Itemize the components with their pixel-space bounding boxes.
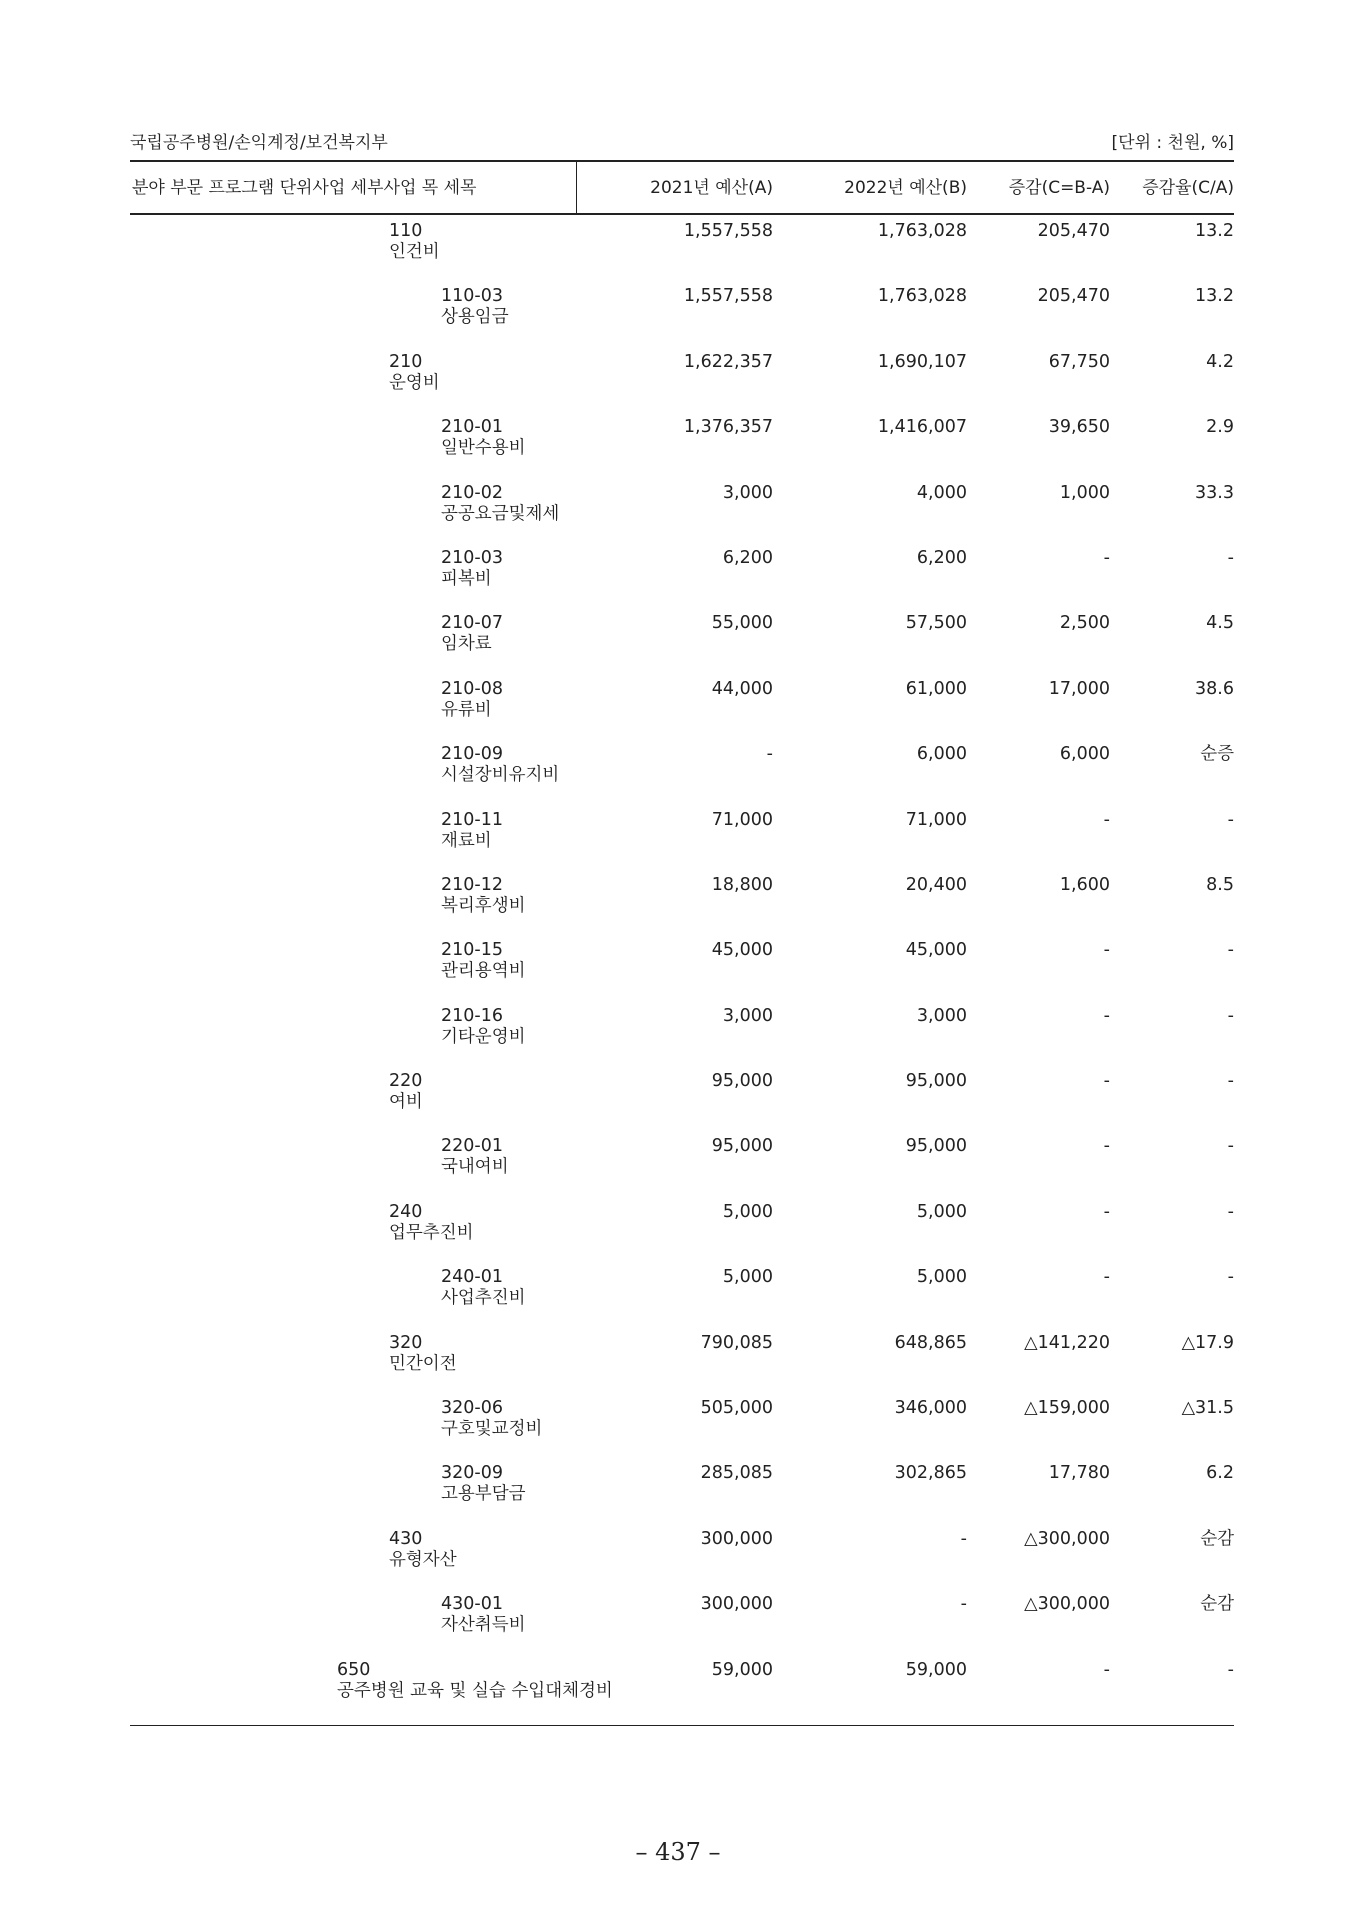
value-budget-2021: 6,200	[722, 547, 773, 568]
header-budget-2021: 2021년 예산(A)	[650, 178, 773, 198]
value-budget-2021: 1,376,357	[683, 417, 773, 438]
value-budget-2022: 1,690,107	[877, 351, 967, 372]
row-code: 210	[389, 351, 423, 372]
row-code: 320	[389, 1332, 423, 1353]
row-label: 고용부담금	[441, 1484, 526, 1505]
table-row	[130, 1333, 1234, 1398]
value-budget-2022: 59,000	[905, 1659, 967, 1680]
table-row	[130, 1463, 1234, 1528]
row-label: 사업추진비	[441, 1288, 526, 1309]
row-label: 시설장비유지비	[441, 765, 560, 786]
value-budget-2021: 300,000	[700, 1528, 773, 1549]
row-label: 인건비	[389, 242, 440, 262]
table-row	[130, 940, 1234, 1005]
value-budget-2021: 300,000	[700, 1594, 773, 1615]
value-budget-2022: 20,400	[905, 874, 967, 895]
value-change: 6,000	[1059, 744, 1110, 765]
row-code: 240-01	[441, 1267, 503, 1288]
value-change: 67,750	[1048, 351, 1110, 372]
row-label: 공주병원 교육 및 실습 수입대체경비	[337, 1680, 613, 1701]
value-change: △300,000	[1024, 1528, 1110, 1549]
table-meta	[130, 128, 1234, 162]
value-budget-2021: -	[766, 744, 773, 765]
value-change: 2,500	[1059, 613, 1110, 634]
row-label: 여비	[389, 1092, 423, 1113]
row-code: 220-01	[441, 1136, 503, 1157]
value-budget-2021: 1,557,558	[683, 286, 773, 307]
row-item	[130, 940, 577, 1005]
table-row	[130, 483, 1234, 548]
row-code: 320-06	[441, 1398, 503, 1419]
value-budget-2021: 55,000	[711, 613, 773, 634]
value-change-rate: △31.5	[1181, 1398, 1234, 1419]
value-budget-2021: 3,000	[722, 482, 773, 503]
row-item	[130, 1202, 577, 1267]
row-code: 210-11	[441, 809, 503, 830]
value-budget-2022: 95,000	[905, 1136, 967, 1157]
value-change-rate: -	[1227, 1267, 1234, 1288]
value-budget-2022: 4,000	[916, 482, 967, 503]
table-row	[130, 548, 1234, 613]
row-label: 임차료	[441, 634, 492, 655]
value-change-rate: -	[1227, 1071, 1234, 1092]
row-label: 자산취득비	[441, 1615, 526, 1636]
value-budget-2022: 45,000	[905, 940, 967, 961]
value-change: △300,000	[1024, 1594, 1110, 1615]
row-code: 240	[389, 1201, 423, 1222]
value-change-rate: △17.9	[1181, 1332, 1234, 1353]
row-label: 재료비	[441, 830, 492, 851]
row-item	[130, 352, 577, 417]
value-budget-2022: 95,000	[905, 1071, 967, 1092]
row-item	[130, 1398, 577, 1463]
row-code: 430	[389, 1528, 423, 1549]
value-change-rate: 13.2	[1195, 286, 1234, 307]
row-label: 국내여비	[441, 1157, 509, 1178]
value-budget-2021: 18,800	[711, 874, 773, 895]
value-change: 205,470	[1037, 286, 1110, 307]
value-change: -	[1103, 809, 1110, 830]
value-change-rate: 순감	[1200, 1528, 1234, 1549]
row-item	[130, 286, 577, 351]
value-budget-2022: 346,000	[894, 1398, 967, 1419]
table-body	[130, 215, 1234, 1726]
table-row	[130, 1660, 1234, 1725]
value-change-rate: 8.5	[1206, 874, 1234, 895]
value-budget-2022: 302,865	[894, 1463, 967, 1484]
table-row	[130, 1202, 1234, 1267]
row-item	[130, 679, 577, 744]
value-change-rate: 38.6	[1195, 678, 1234, 699]
table-row	[130, 810, 1234, 875]
row-code: 210-02	[441, 482, 503, 503]
row-item	[130, 417, 577, 482]
value-budget-2022: 5,000	[916, 1201, 967, 1222]
row-label: 구호및교정비	[441, 1419, 543, 1440]
header-category: 분야 부문 프로그램 단위사업 세부사업 목 세목	[130, 162, 577, 213]
table-row	[130, 286, 1234, 351]
table-row	[130, 221, 1234, 286]
table-row	[130, 1594, 1234, 1659]
value-change-rate: -	[1227, 809, 1234, 830]
row-code: 650	[337, 1659, 371, 1680]
row-label: 유류비	[441, 699, 492, 720]
value-budget-2022: 6,000	[916, 744, 967, 765]
row-label: 공공요금및제세	[441, 503, 560, 524]
row-item	[130, 1006, 577, 1071]
value-change-rate: 4.2	[1206, 351, 1234, 372]
value-budget-2021: 59,000	[711, 1659, 773, 1680]
row-code: 210-16	[441, 1005, 503, 1026]
value-budget-2021: 5,000	[722, 1267, 773, 1288]
value-budget-2022: 5,000	[916, 1267, 967, 1288]
value-budget-2022: 1,763,028	[877, 221, 967, 241]
value-budget-2021: 71,000	[711, 809, 773, 830]
value-budget-2022: 71,000	[905, 809, 967, 830]
value-change-rate: -	[1227, 1201, 1234, 1222]
table-row	[130, 613, 1234, 678]
row-item	[130, 483, 577, 548]
value-change: 17,780	[1048, 1463, 1110, 1484]
value-change: -	[1103, 1201, 1110, 1222]
value-change: 1,000	[1059, 482, 1110, 503]
row-code: 210-15	[441, 940, 503, 961]
value-change-rate: 6.2	[1206, 1463, 1234, 1484]
value-change-rate: 13.2	[1195, 221, 1234, 241]
value-budget-2021: 1,557,558	[683, 221, 773, 241]
table-row	[130, 417, 1234, 482]
value-change: 17,000	[1048, 678, 1110, 699]
value-budget-2022: -	[960, 1528, 967, 1549]
value-change: -	[1103, 1136, 1110, 1157]
value-change: -	[1103, 1071, 1110, 1092]
value-budget-2021: 3,000	[722, 1005, 773, 1026]
table-row	[130, 1136, 1234, 1201]
value-budget-2021: 45,000	[711, 940, 773, 961]
value-change: 39,650	[1048, 417, 1110, 438]
value-budget-2021: 95,000	[711, 1136, 773, 1157]
row-label: 업무추진비	[389, 1222, 474, 1243]
value-budget-2022: 648,865	[894, 1332, 967, 1353]
row-item	[130, 1594, 577, 1659]
row-item	[130, 548, 577, 613]
row-item	[130, 810, 577, 875]
header-change: 증감(C=B-A)	[1008, 178, 1110, 198]
table-row	[130, 744, 1234, 809]
table-row	[130, 1529, 1234, 1594]
row-code: 110-03	[441, 286, 503, 307]
value-change: 205,470	[1037, 221, 1110, 241]
value-change-rate: -	[1227, 547, 1234, 568]
header-budget-2022: 2022년 예산(B)	[844, 178, 967, 198]
header-change-rate: 증감율(C/A)	[1142, 178, 1234, 198]
table-row	[130, 679, 1234, 744]
row-code: 430-01	[441, 1594, 503, 1615]
value-budget-2021: 95,000	[711, 1071, 773, 1092]
value-change: △159,000	[1024, 1398, 1110, 1419]
row-item	[130, 744, 577, 809]
value-change: -	[1103, 1659, 1110, 1680]
value-change: -	[1103, 940, 1110, 961]
row-item	[130, 1529, 577, 1594]
value-budget-2021: 5,000	[722, 1201, 773, 1222]
row-label: 상용임금	[441, 307, 509, 328]
row-code: 210-01	[441, 417, 503, 438]
row-item	[130, 1136, 577, 1201]
row-label: 기타운영비	[441, 1026, 526, 1047]
value-change-rate: -	[1227, 940, 1234, 961]
row-item	[130, 1071, 577, 1136]
account-path: 국립공주병원/손익계정/보건복지부	[130, 133, 388, 153]
row-label: 복리후생비	[441, 895, 526, 916]
row-code: 210-08	[441, 678, 503, 699]
value-budget-2022: 1,763,028	[877, 286, 967, 307]
table-row	[130, 1267, 1234, 1332]
row-code: 210-09	[441, 744, 503, 765]
unit-label: [단위 : 천원, %]	[1111, 133, 1234, 153]
value-change: -	[1103, 1005, 1110, 1026]
page-number: – 437 –	[635, 1838, 721, 1866]
row-item	[130, 1333, 577, 1398]
row-item	[130, 221, 577, 286]
row-label: 피복비	[441, 568, 492, 589]
row-code: 220	[389, 1071, 423, 1092]
row-label: 운영비	[389, 372, 440, 393]
row-item	[130, 613, 577, 678]
row-code: 210-03	[441, 547, 503, 568]
value-change-rate: -	[1227, 1659, 1234, 1680]
row-item	[130, 1659, 613, 1725]
row-code: 210-07	[441, 613, 503, 634]
value-change: 1,600	[1059, 874, 1110, 895]
row-code: 210-12	[441, 874, 503, 895]
row-item	[130, 1267, 577, 1332]
value-change: -	[1103, 1267, 1110, 1288]
value-change-rate: -	[1227, 1005, 1234, 1026]
value-budget-2021: 285,085	[700, 1463, 773, 1484]
value-budget-2021: 505,000	[700, 1398, 773, 1419]
table-row	[130, 1006, 1234, 1071]
table-row	[130, 352, 1234, 417]
value-budget-2021: 790,085	[700, 1332, 773, 1353]
value-change-rate: 순감	[1200, 1594, 1234, 1615]
value-budget-2022: 1,416,007	[877, 417, 967, 438]
table-row	[130, 875, 1234, 940]
value-change-rate: 2.9	[1206, 417, 1234, 438]
row-label: 유형자산	[389, 1549, 457, 1570]
value-change-rate: 순증	[1200, 744, 1234, 765]
table-row	[130, 1071, 1234, 1136]
budget-document	[130, 128, 1234, 1726]
table-header	[130, 162, 1234, 215]
value-change: △141,220	[1024, 1332, 1110, 1353]
value-change-rate: -	[1227, 1136, 1234, 1157]
row-item	[130, 1463, 577, 1528]
value-change: -	[1103, 547, 1110, 568]
value-change-rate: 33.3	[1195, 482, 1234, 503]
row-code: 320-09	[441, 1463, 503, 1484]
row-label: 일반수용비	[441, 438, 526, 459]
value-budget-2022: 3,000	[916, 1005, 967, 1026]
row-label: 관리용역비	[441, 961, 526, 982]
value-budget-2021: 1,622,357	[683, 351, 773, 372]
table-row	[130, 1398, 1234, 1463]
value-budget-2022: 6,200	[916, 547, 967, 568]
row-item	[130, 875, 577, 940]
value-budget-2022: 57,500	[905, 613, 967, 634]
value-change-rate: 4.5	[1206, 613, 1234, 634]
value-budget-2022: 61,000	[905, 678, 967, 699]
row-label: 민간이전	[389, 1353, 457, 1374]
value-budget-2021: 44,000	[711, 678, 773, 699]
row-code: 110	[389, 221, 423, 241]
value-budget-2022: -	[960, 1594, 967, 1615]
